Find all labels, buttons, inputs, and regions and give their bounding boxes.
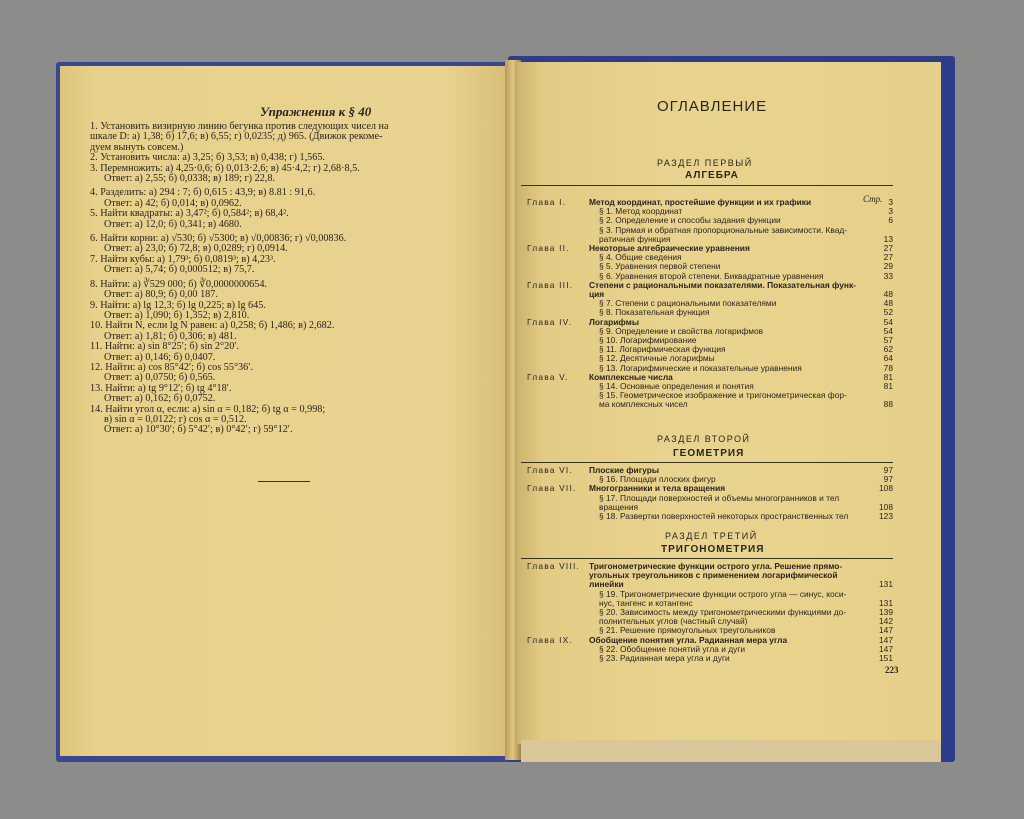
chapter-title: Метод координат, простейшие функции и их графики bbox=[589, 197, 812, 207]
exercise-line: 13. Найти: а) tg 9°12′; б) tg 4°18′. bbox=[90, 382, 232, 394]
end-rule bbox=[258, 481, 310, 482]
exercise-line: 9. Найти: а) lg 12,3; б) lg 0,225; в) lg 645. bbox=[90, 299, 266, 311]
chapter-title: Степени с рациональными показателями. Показательная функ- bbox=[589, 279, 856, 290]
toc-paragraph-row bbox=[527, 654, 893, 663]
toc-paragraph-row bbox=[527, 494, 893, 503]
exercise-line: 14. Найти угол α, если: а) sin α = 0,182; б) tg α = 0,998; bbox=[90, 403, 326, 415]
toc-page-number: 54 bbox=[883, 316, 893, 327]
exercise-line: Ответ: а) 12,0; б) 0,341; в) 4680. bbox=[104, 218, 242, 230]
chapter-number: Глава IX. bbox=[527, 634, 573, 645]
exercise-line: Ответ: а) 0,162; б) 0,0752. bbox=[104, 393, 216, 405]
toc-title: ОГЛАВЛЕНИЕ bbox=[657, 98, 768, 115]
exercise-line: в) sin α = 0,0122; г) cos α = 0,512. bbox=[104, 413, 247, 425]
paragraph-title: § 20. Зависимость между тригонометрическими функциями до- bbox=[599, 607, 847, 617]
toc-page-number: 108 bbox=[879, 501, 893, 512]
toc-chapter-row bbox=[527, 281, 893, 290]
exercise-line: 3. Перемножить: а) 4,25·0,6; б) 0,013·2,6; в) 45·4,2; г) 2,68·8,5. bbox=[90, 162, 360, 174]
chapter-number: Глава VI. bbox=[527, 465, 573, 475]
toc-paragraph-row bbox=[527, 590, 893, 599]
exercise-line: Ответ: а) 0,0750; б) 0,565. bbox=[104, 372, 216, 384]
toc-page-number: 88 bbox=[883, 399, 893, 410]
exercise-line: 7. Найти кубы: а) 1,79³; б) 0,0819³; в) 4,23³. bbox=[90, 253, 276, 265]
paragraph-title: § 10. Логарифмирование bbox=[599, 335, 697, 345]
chapter-title: Комплексные числа bbox=[589, 371, 673, 382]
toc-page-number: 142 bbox=[879, 616, 893, 627]
chapter-number: Глава V. bbox=[527, 371, 569, 382]
paragraph-title: § 5. Уравнения первой степени bbox=[599, 261, 721, 272]
exercise-line: 10. Найти N, если lg N равен: а) 0,258; б) 1,486; в) 2,682. bbox=[90, 320, 335, 332]
exercise-line: Ответ: а) 0,146; б) 0,0407. bbox=[104, 351, 216, 363]
toc-chapter-row bbox=[527, 198, 893, 207]
exercise-line: 2. Установить числа: а) 3,25; б) 3,53; в) 0,438; г) 1,565. bbox=[90, 152, 325, 164]
exercise-line: 6. Найти корни: а) √530; б) √5300; в) √0,00836; г) √0,00836. bbox=[90, 233, 347, 245]
toc-paragraph-row bbox=[527, 308, 893, 317]
paragraph-title: § 19. Тригонометрические функции острого угла — синус, коси- bbox=[599, 588, 847, 599]
paragraph-title: § 14. Основные определения и понятия bbox=[599, 381, 754, 391]
page-number: 223 bbox=[885, 665, 899, 675]
paragraph-title: § 7. Степени с рациональными показателями bbox=[599, 298, 777, 309]
exercise-line: Ответ: а) 80,9; б) 0,00 187. bbox=[104, 289, 218, 301]
toc-page-number: 151 bbox=[879, 653, 893, 663]
paragraph-title: § 16. Площади плоских фигур bbox=[599, 474, 716, 485]
chapter-title: Многогранники и тела вращения bbox=[589, 483, 726, 494]
toc-page-number: 108 bbox=[879, 483, 893, 494]
toc-page-number: 62 bbox=[883, 344, 893, 355]
exercise-line: 12. Найти: а) cos 85°42′; б) cos 55°36′. bbox=[90, 361, 254, 373]
toc-page-number: 123 bbox=[879, 511, 893, 521]
chapter-title: Некоторые алгебраические уравнения bbox=[589, 243, 750, 253]
section-name: ТРИГОНОМЕТРИЯ bbox=[661, 544, 765, 555]
exercise-line: Ответ: а) 23,0; б) 72,8; в) 0,0289; г) 0,0914. bbox=[104, 243, 288, 255]
chapter-title: Обобщение понятия угла. Радианная мера угла bbox=[589, 634, 788, 645]
section-divider bbox=[521, 462, 893, 463]
toc-page-number: 3 bbox=[888, 206, 893, 217]
exercise-line: Ответ: а) 1,090; б) 1,352; в) 2,810. bbox=[104, 309, 250, 321]
paragraph-title: § 18. Развертки поверхностей некоторых пространственных тел bbox=[599, 511, 849, 521]
paragraph-title: § 23. Радианная мера угла и дуги bbox=[599, 653, 730, 663]
toc-page-number: 48 bbox=[883, 298, 893, 309]
paragraph-title: § 9. Определение и свойства логарифмов bbox=[599, 325, 764, 336]
chapter-title: Логарифмы bbox=[589, 316, 639, 327]
toc-page-number: 54 bbox=[883, 325, 893, 336]
toc-page-number: 64 bbox=[883, 353, 893, 364]
paragraph-title: ма комплексных чисел bbox=[599, 399, 688, 410]
chapter-number: Глава IV. bbox=[527, 316, 573, 327]
toc-page-number: 27 bbox=[883, 252, 893, 263]
section-divider bbox=[521, 185, 893, 186]
toc-paragraph-row bbox=[527, 391, 893, 400]
toc-chapter-row bbox=[527, 244, 893, 253]
toc-page-number: 97 bbox=[883, 465, 893, 475]
exercise-line: 4. Разделить: а) 294 : 7; б) 0,615 : 43,9; в) 8.81 : 91,6. bbox=[90, 187, 316, 199]
toc-page-number: 139 bbox=[879, 607, 893, 617]
toc-page-number: 52 bbox=[883, 307, 893, 318]
toc-paragraph-row bbox=[527, 400, 893, 409]
chapter-number: Глава II. bbox=[527, 243, 570, 253]
right-page bbox=[517, 62, 941, 744]
toc-page-number: 97 bbox=[883, 474, 893, 485]
toc-page-number: 81 bbox=[883, 381, 893, 391]
toc-paragraph-row bbox=[527, 364, 893, 373]
toc-page-number: 57 bbox=[883, 335, 893, 345]
paragraph-title: § 11. Логарифмическая функция bbox=[599, 344, 726, 355]
exercise-line: Ответ: а) 10°30′; б) 5°42′; в) 0°42′; г) 59°12′. bbox=[104, 424, 293, 436]
page-block-edge bbox=[521, 740, 941, 762]
paragraph-title: § 21. Решение прямоугольных треугольников bbox=[599, 625, 776, 636]
chapter-title: линейки bbox=[589, 579, 624, 590]
paragraph-title: § 1. Метод координат bbox=[599, 206, 683, 217]
section-divider bbox=[521, 558, 893, 559]
paragraph-title: § 4. Общие сведения bbox=[599, 252, 682, 263]
toc-chapter-row bbox=[527, 571, 893, 580]
exercise-line: Ответ: а) 42; б) 0,014; в) 0,0962. bbox=[104, 197, 242, 209]
paragraph-title: полнительных углов (частный случай) bbox=[599, 616, 748, 627]
toc-page-number: 13 bbox=[883, 233, 893, 244]
paragraph-title: § 17. Площади поверхностей и объемы многогранников и тел bbox=[599, 492, 840, 503]
toc-page-number: 3 bbox=[888, 197, 893, 207]
paragraph-title: § 15. Геометрическое изображение и тригонометрическая фор- bbox=[599, 390, 847, 401]
toc-paragraph-row bbox=[527, 327, 893, 336]
exercise-line: 1. Установить визирную линию бегунка против следующих чисел на bbox=[90, 121, 389, 132]
left-page bbox=[60, 66, 512, 756]
exercise-line: 11. Найти: а) sin 8°25′; б) sin 2°20′. bbox=[90, 341, 240, 353]
toc-page-number: 147 bbox=[879, 625, 893, 636]
section-label: РАЗДЕЛ ВТОРОЙ bbox=[657, 434, 751, 444]
chapter-number: Глава VIII. bbox=[527, 561, 581, 571]
toc-page-number: 33 bbox=[883, 270, 893, 281]
toc-page-number: 6 bbox=[888, 215, 893, 226]
chapter-number: Глава VII. bbox=[527, 483, 577, 494]
paragraph-title: § 2. Определение и способы задания функции bbox=[599, 215, 781, 226]
toc-page-number: 48 bbox=[883, 289, 893, 299]
toc-page-number: 147 bbox=[879, 643, 893, 654]
paragraph-title: вращения bbox=[599, 501, 639, 512]
exercise-line: 8. Найти: а) ∛529 000; б) ∛0,0000000654. bbox=[90, 278, 267, 290]
toc-page-number: 131 bbox=[879, 579, 893, 590]
toc-paragraph-row bbox=[527, 299, 893, 308]
paragraph-title: нус, тангенс и котангенс bbox=[599, 597, 693, 608]
paragraph-title: § 3. Прямая и обратная пропорциональные зависимости. Квад- bbox=[599, 224, 848, 235]
toc-page-number: 27 bbox=[883, 243, 893, 253]
paragraph-title: § 13. Логарифмические и показательные уравнения bbox=[599, 362, 802, 373]
exercise-line: 5. Найти квадраты: а) 3,47²; б) 0,584²; в) 68,4². bbox=[90, 208, 289, 220]
toc-page-number: 147 bbox=[879, 634, 893, 645]
chapter-title: Плоские фигуры bbox=[589, 465, 659, 475]
chapter-title: угольных треугольников с применением логарифмической bbox=[589, 570, 838, 581]
exercise-list bbox=[90, 122, 500, 436]
toc-page-number: 131 bbox=[879, 597, 893, 608]
chapter-title: ция bbox=[589, 289, 605, 299]
exercises-title: Упражнения к § 40 bbox=[260, 104, 372, 119]
exercise-line: Ответ: а) 2,55; б) 0,0338; в) 189; г) 22,8. bbox=[104, 173, 275, 185]
exercise-line: шкале D: а) 1,38; б) 17,6; в) 6,55; г) 0,0235; д) 965. (Движок рекоме- bbox=[90, 131, 383, 143]
paragraph-title: § 6. Уравнения второй степени. Биквадратные уравнения bbox=[599, 270, 824, 281]
section-name: АЛГЕБРА bbox=[685, 170, 739, 181]
paragraph-title: § 22. Обобщение понятий угла и дуги bbox=[599, 643, 746, 654]
paragraph-title: § 12. Десятичные логарифмы bbox=[599, 353, 715, 364]
exercise-line: Ответ: а) 5,74; б) 0,000512; в) 75,7. bbox=[104, 264, 255, 276]
paragraph-title: § 8. Показательная функция bbox=[599, 307, 710, 318]
toc-page-number: 29 bbox=[883, 261, 893, 272]
chapter-number: Глава III. bbox=[527, 279, 574, 290]
paragraph-title: ратичная функция bbox=[599, 233, 671, 244]
toc-page-number: 81 bbox=[883, 371, 893, 382]
toc-paragraph-row bbox=[527, 512, 893, 521]
page-column-label: Стр. bbox=[863, 194, 883, 204]
section-name: ГЕОМЕТРИЯ bbox=[673, 448, 745, 459]
section-label: РАЗДЕЛ ТРЕТИЙ bbox=[665, 531, 758, 541]
section-label: РАЗДЕЛ ПЕРВЫЙ bbox=[657, 158, 753, 168]
toc-page-number: 78 bbox=[883, 362, 893, 373]
chapter-title: Тригонометрические функции острого угла. Решение прямо- bbox=[589, 561, 843, 571]
exercise-line: Ответ: а) 1,81; б) 0,306; в) 481. bbox=[104, 330, 237, 342]
toc-paragraph-row bbox=[527, 226, 893, 235]
exercise-line: дуем вынуть совсем.) bbox=[90, 141, 184, 153]
chapter-number: Глава I. bbox=[527, 197, 567, 207]
